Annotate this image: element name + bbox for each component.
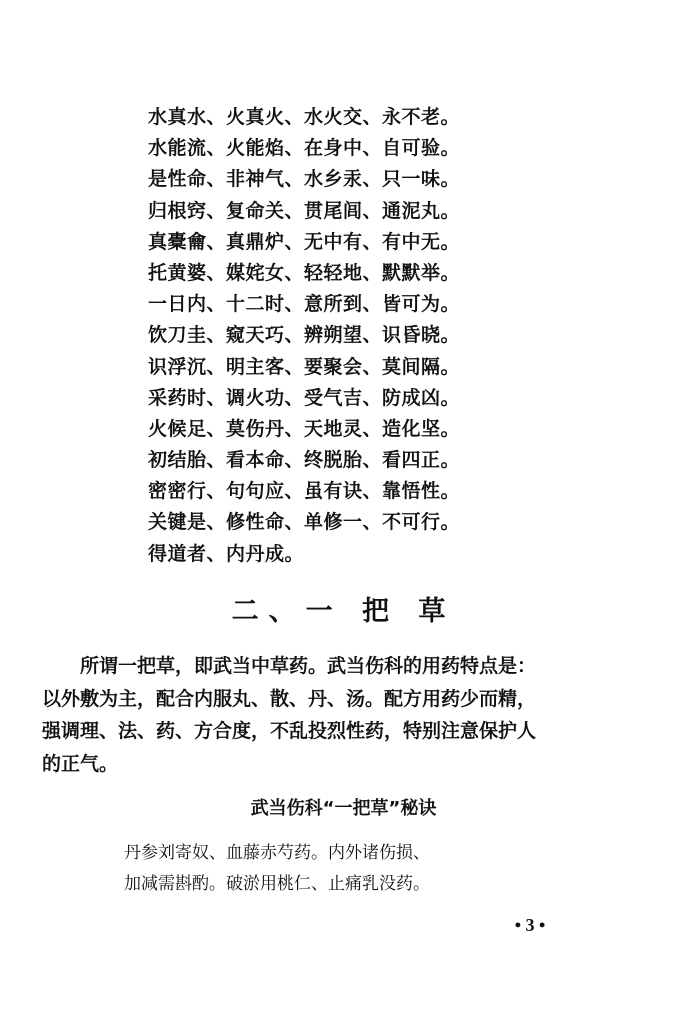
verse-line: 归根窍、复命关、贯尾闾、通泥丸。	[148, 199, 461, 222]
verse-block	[148, 102, 508, 570]
verse-line: 初结胎、看本命、终脱胎、看四正。	[148, 449, 461, 472]
secret-formula-verse	[124, 838, 544, 900]
verse-line: 火候足、莫伤丹、天地灵、造化坚。	[148, 417, 461, 440]
body-paragraph	[42, 650, 582, 780]
body-line: 所谓一把草，即武当中草药。武当伤科的用药特点是：	[80, 655, 537, 677]
secret-formula-title: 武当伤科“一把草”秘诀	[250, 798, 437, 819]
page-number: • 3 •	[514, 915, 546, 935]
verse-line: 关键是、修性命、单修一、不可行。	[148, 511, 461, 534]
body-line: 强调理、法、药、方合度，不乱投烈性药，特别注意保护人	[42, 720, 537, 742]
verse-line: 托黄婆、媒姹女、轻轻地、默默举。	[148, 261, 461, 284]
verse-line: 水真水、火真火、水火交、永不老。	[148, 106, 461, 128]
verse-line: 是性命、非神气、水乡汞、只一味。	[148, 168, 461, 191]
verse-line: 真橐龠、真鼎炉、无中有、有中无。	[148, 230, 461, 253]
verse-line: 一日内、十二时、意所到、皆可为。	[148, 293, 461, 316]
secret-line: 加减需斟酌。破淤用桃仁、止痛乳没药。	[124, 874, 430, 894]
verse-line: 密密行、句句应、虽有诀、靠悟性。	[148, 480, 461, 503]
verse-line: 识浮沉、明主客、要聚会、莫间隔。	[148, 355, 461, 378]
section-title: 二、一 把 草	[231, 596, 456, 627]
body-line: 以外敷为主，配合内服丸、散、丹、汤。配方用药少而精，	[42, 687, 537, 710]
verse-line: 采药时、调火功、受气吉、防成凶。	[148, 386, 461, 409]
verse-line: 得道者、内丹成。	[148, 542, 305, 565]
verse-line: 水能流、火能焰、在身中、自可验。	[148, 137, 461, 160]
body-line: 的正气。	[42, 752, 119, 775]
verse-line: 饮刀圭、窥天巧、辨朔望、识昏晓。	[148, 324, 461, 347]
secret-line: 丹参刘寄奴、血藤赤芍药。内外诸伤损、	[124, 843, 430, 863]
